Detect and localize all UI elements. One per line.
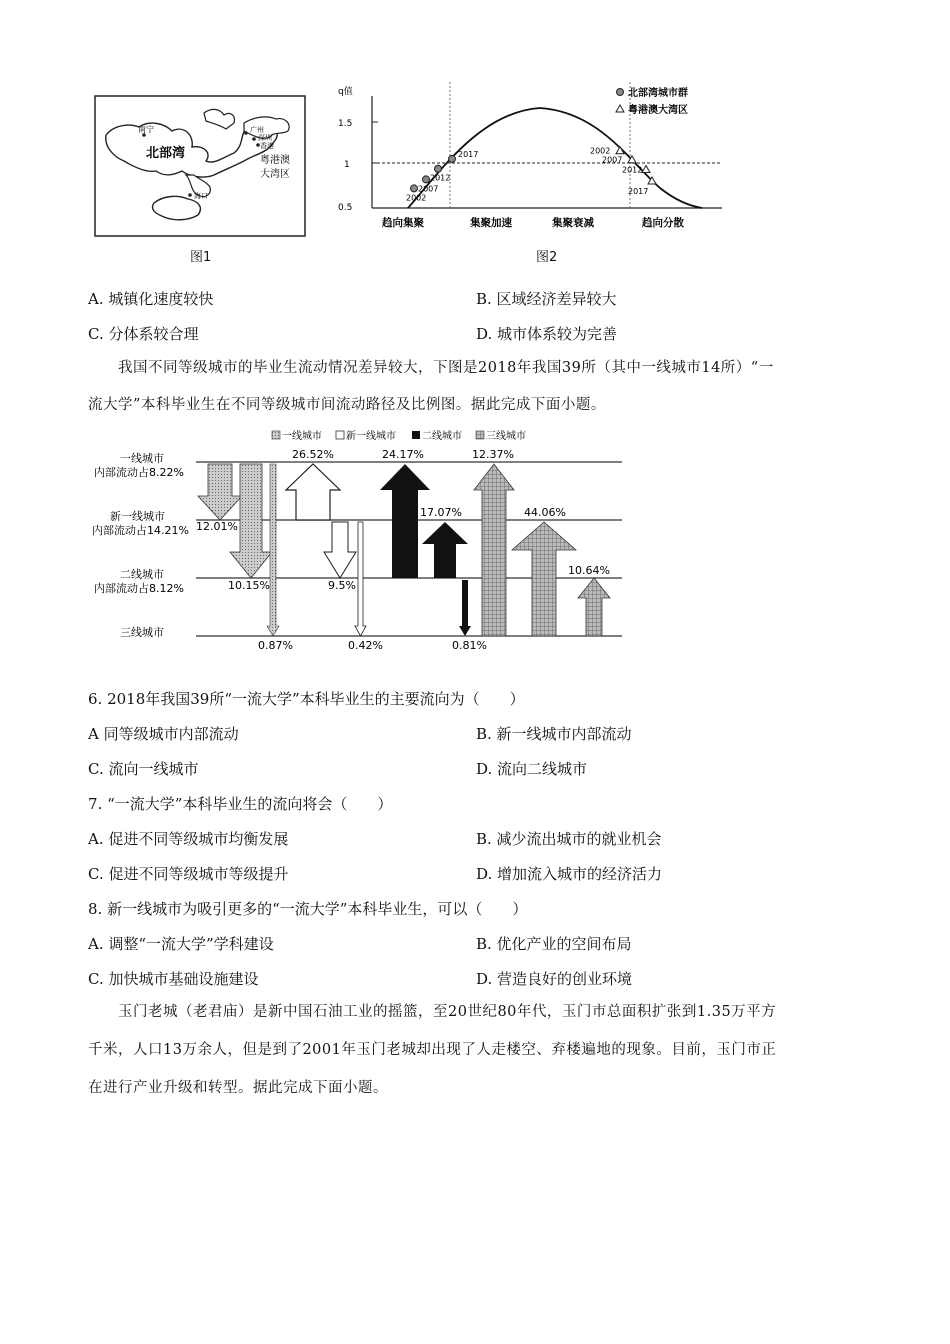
- value-t1-to-new: 12.01%: [196, 520, 238, 533]
- q6-option-c[interactable]: C. 流向一线城市: [88, 760, 199, 778]
- y-tick-1: 1: [344, 160, 350, 170]
- value-t2-to-new: 17.07%: [420, 506, 462, 519]
- q5-option-d[interactable]: D. 城市体系较为完善: [476, 325, 618, 343]
- beibuwan-points: [406, 150, 478, 203]
- q8-stem: 8. 新一线城市为吸引更多的“一流大学”本科毕业生，可以（ ）: [88, 900, 528, 918]
- value-new-to-t3: 0.42%: [348, 639, 383, 652]
- intro1-line2: 流大学”本科毕业生在不同等级城市间流动路径及比例图。据此完成下面小题。: [88, 397, 606, 413]
- y-axis-label: q值: [338, 87, 353, 97]
- q6-option-b[interactable]: B. 新一线城市内部流动: [476, 725, 632, 743]
- arrow-t3-to-t2: [578, 578, 610, 636]
- q8-option-a[interactable]: A. 调整“一流大学”学科建设: [88, 935, 274, 953]
- label-haikou: 海口: [194, 192, 208, 200]
- intro2-line3: 在进行产业升级和转型。据此完成下面小题。: [88, 1080, 388, 1096]
- legend-new-tier1: 新一线城市: [346, 431, 396, 442]
- flow-chart: [92, 426, 632, 656]
- gba-point: [642, 166, 650, 173]
- value-new-to-t2: 9.5%: [328, 579, 356, 592]
- label-shenzhen: 深圳: [258, 134, 272, 142]
- stage-label: 趋向分散: [642, 217, 684, 229]
- q7-option-c[interactable]: C. 促进不同等级城市等级提升: [88, 865, 289, 883]
- legend: [616, 86, 688, 116]
- beibuwan-year-label: 2002: [406, 193, 427, 203]
- arrow-t1-to-t3: [267, 464, 279, 636]
- internal-tier1: 内部流动占8.22%: [94, 466, 184, 479]
- value-t3-to-t1: 12.37%: [472, 448, 514, 461]
- y-tick-1-5: 1.5: [338, 119, 353, 129]
- q7-option-d[interactable]: D. 增加流入城市的经济活力: [476, 865, 663, 883]
- figure1-map: [94, 95, 306, 237]
- level-tier1: 一线城市: [120, 452, 164, 465]
- arrow-t2-to-t1: [380, 464, 430, 578]
- arrow-new-to-t2: [324, 522, 356, 578]
- beibuwan-year-label: 2007: [418, 184, 439, 194]
- value-t2-to-t1: 24.17%: [382, 448, 424, 461]
- q7-option-b[interactable]: B. 减少流出城市的就业机会: [476, 830, 662, 848]
- value-t3-to-t2: 10.64%: [568, 564, 610, 577]
- level-tier3: 三线城市: [120, 626, 164, 639]
- intro2-line1: 玉门老城（老君庙）是新中国石油工业的摇篮，至20世纪80年代，玉门市总面积扩张到1.35万平方: [118, 1004, 777, 1020]
- stage-label: 趋向集聚: [382, 217, 424, 229]
- level-new-tier1: 新一线城市: [110, 510, 165, 523]
- figure1-caption: 图1: [190, 250, 212, 265]
- value-t3-to-new: 44.06%: [524, 506, 566, 519]
- legend-tier3: 三线城市: [486, 431, 526, 442]
- label-gba-2: 大湾区: [260, 169, 290, 180]
- legend-tier2: 二线城市: [422, 431, 462, 442]
- beibuwan-year-label: 2012: [430, 173, 451, 183]
- gba-year-label: 2002: [590, 146, 611, 156]
- value-t2-to-t3: 0.81%: [452, 639, 487, 652]
- q5-option-c[interactable]: C. 分体系较合理: [88, 325, 199, 343]
- label-nanning: 南宁: [138, 125, 154, 134]
- q8-option-d[interactable]: D. 营造良好的创业环境: [476, 970, 633, 988]
- arrow-new-to-t1: [286, 464, 340, 520]
- gba-year-label: 2017: [628, 187, 649, 197]
- legend-gba: 粤港澳大湾区: [628, 105, 688, 116]
- stage-label: 集聚加速: [470, 217, 512, 229]
- arrow-t2-to-new: [422, 522, 468, 578]
- beibuwan-point: [423, 176, 430, 183]
- arrow-t1-to-new: [198, 464, 242, 520]
- level-tier2: 二线城市: [120, 568, 164, 581]
- q6-option-a[interactable]: A 同等级城市内部流动: [88, 725, 239, 743]
- stage-label: 集聚衰减: [552, 217, 594, 229]
- beibuwan-year-label: 2017: [458, 149, 479, 159]
- stage-labels: [382, 216, 684, 229]
- intro2-line2: 千米，人口13万余人，但是到了2001年玉门老城却出现了人走楼空、弃楼遍地的现象。目前，玉门市正: [88, 1042, 777, 1058]
- q8-option-c[interactable]: C. 加快城市基础设施建设: [88, 970, 259, 988]
- figure2-caption: 图2: [536, 250, 558, 265]
- gba-points: [590, 147, 656, 196]
- internal-new-tier1: 内部流动占14.21%: [92, 524, 189, 537]
- figure2-chart: [330, 82, 730, 242]
- beibuwan-point: [449, 155, 456, 162]
- legend-tier1: 一线城市: [282, 431, 322, 442]
- label-hongkong: 香港: [260, 142, 274, 150]
- beibuwan-point: [411, 185, 418, 192]
- label-beibuwan: 北部湾: [146, 146, 186, 161]
- y-tick-0-5: 0.5: [338, 203, 353, 213]
- q5-option-b[interactable]: B. 区域经济差异较大: [476, 290, 617, 308]
- value-new-to-t1: 26.52%: [292, 448, 334, 461]
- arrow-t3-to-new: [512, 522, 576, 636]
- label-gba-1: 粤港澳: [260, 155, 290, 166]
- intro1-line1: 我国不同等级城市的毕业生流动情况差异较大，下图是2018年我国39所（其中一线城市14所）“一: [118, 360, 774, 376]
- q5-option-a[interactable]: A. 城镇化速度较快: [88, 290, 214, 308]
- arrow-t3-to-t1: [474, 464, 514, 636]
- gba-year-label: 2012: [622, 165, 643, 175]
- q8-option-b[interactable]: B. 优化产业的空间布局: [476, 935, 632, 953]
- internal-tier2: 内部流动占8.12%: [94, 582, 184, 595]
- q6-option-d[interactable]: D. 流向二线城市: [476, 760, 588, 778]
- beibuwan-point: [435, 165, 442, 172]
- value-t1-to-t2: 10.15%: [228, 579, 270, 592]
- q6-stem: 6. 2018年我国39所“一流大学”本科毕业生的主要流向为（ ）: [88, 690, 525, 708]
- q7-option-a[interactable]: A. 促进不同等级城市均衡发展: [88, 830, 289, 848]
- q7-stem: 7. “一流大学”本科毕业生的流向将会（ ）: [88, 795, 393, 813]
- arrow-t2-to-t3: [459, 580, 471, 636]
- gba-year-label: 2007: [602, 155, 623, 165]
- flow-legend: [272, 429, 526, 442]
- legend-beibuwan: 北部湾城市群: [628, 88, 688, 99]
- label-guangzhou: 广州: [250, 126, 264, 134]
- value-t1-to-t3: 0.87%: [258, 639, 293, 652]
- arrow-new-to-t3: [355, 522, 366, 636]
